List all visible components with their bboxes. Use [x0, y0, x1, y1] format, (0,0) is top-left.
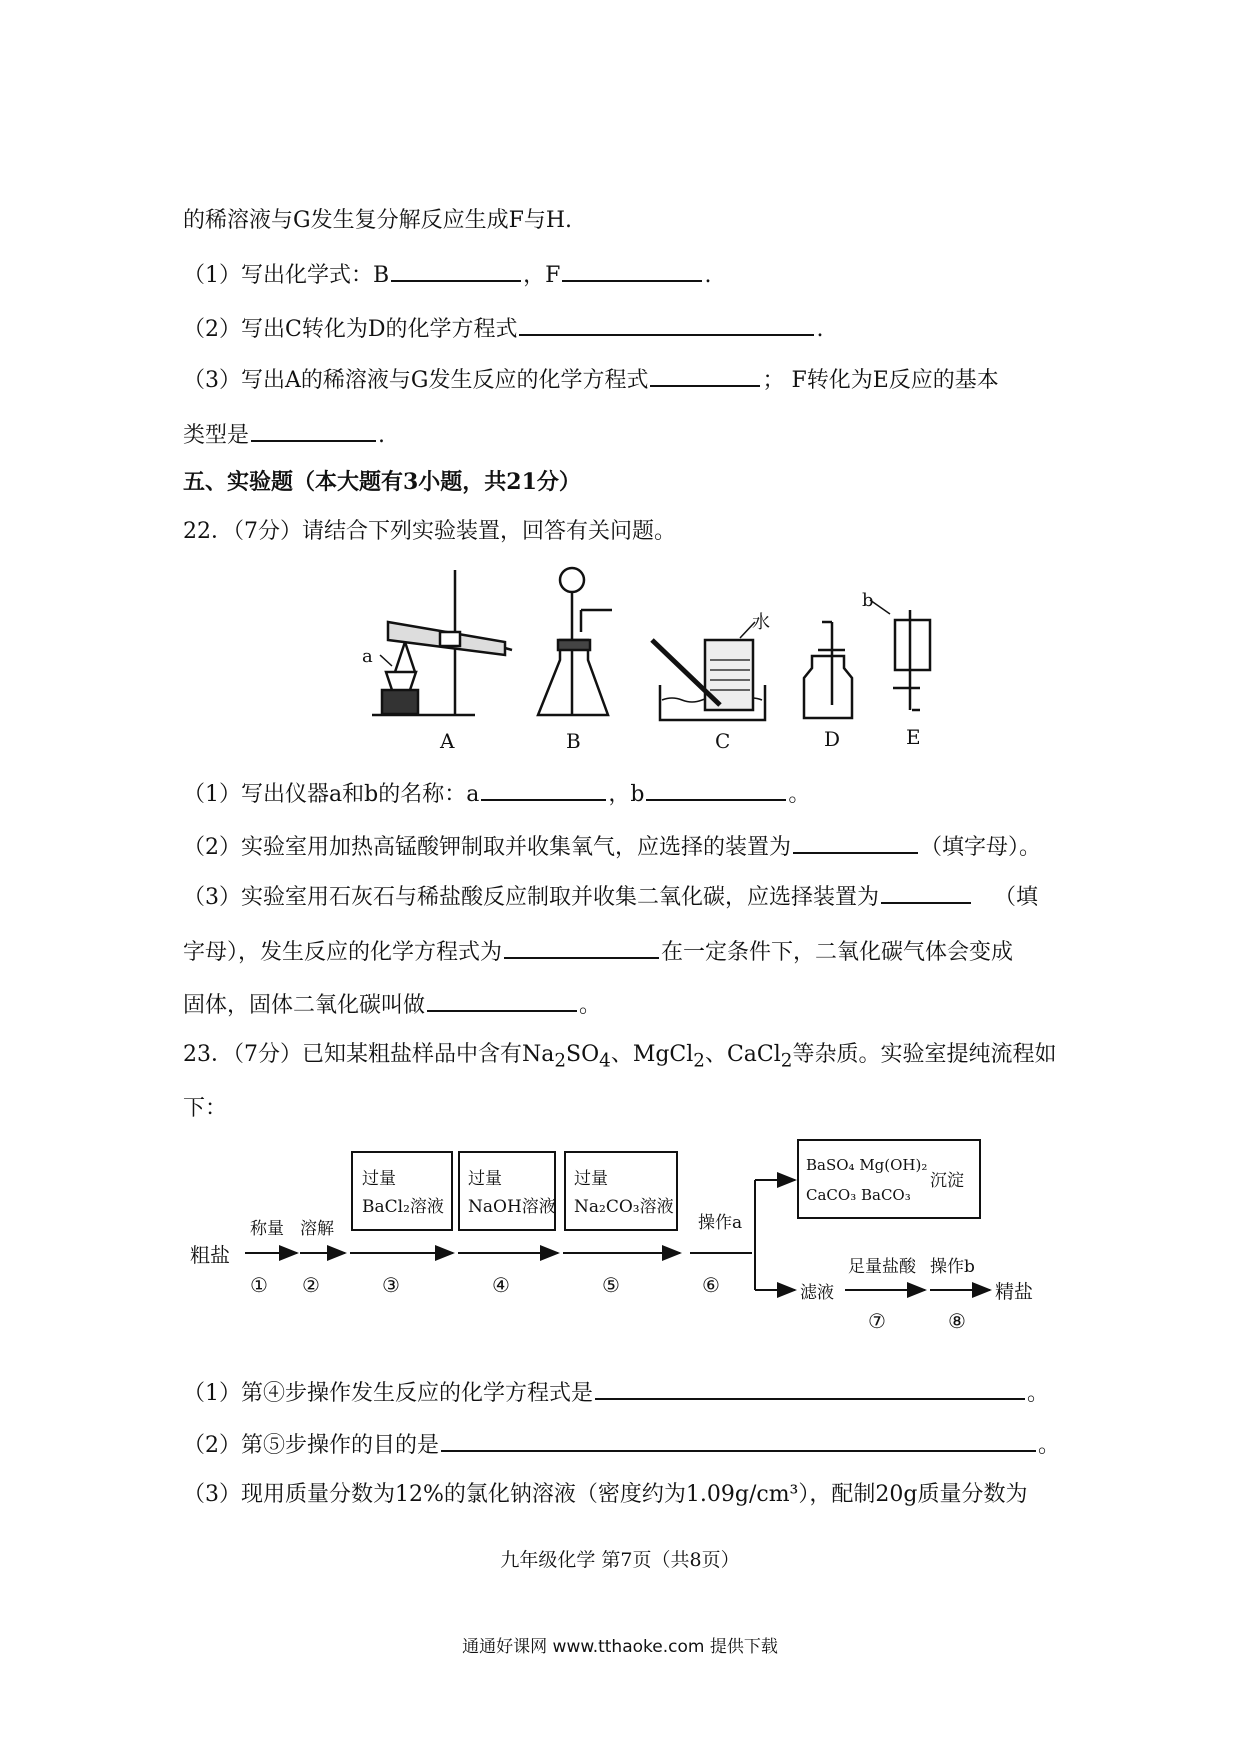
- answer-blank-dry-ice[interactable]: [427, 988, 577, 1012]
- q23-title-e: 等杂质。实验室提纯流程如: [792, 1042, 1057, 1067]
- q22-part2: [183, 830, 1041, 863]
- q22-title: [183, 517, 676, 547]
- label-E: E: [906, 725, 921, 749]
- apparatus-d: [804, 622, 852, 718]
- section-heading: [183, 467, 581, 497]
- q21-intro: [183, 206, 572, 236]
- q21-part3-label-b: ； F转化为E反应的基本: [762, 368, 999, 393]
- q23-part1-label: （1）第④步操作发生反应的化学方程式是: [183, 1381, 593, 1406]
- q21-part3-label-c: 类型是: [183, 423, 250, 448]
- q22-part1: [183, 777, 810, 810]
- period: .: [378, 423, 386, 448]
- period: 。: [1027, 1381, 1050, 1406]
- answer-blank-B[interactable]: [391, 258, 521, 282]
- step-num-1: ①: [250, 1273, 268, 1297]
- page-footer: 九年级化学 第7页（共8页）: [500, 1549, 740, 1571]
- q21-part2-label: （2）写出C转化为D的化学方程式: [183, 317, 518, 342]
- q22-title-text: 22．（7分）请结合下列实验装置，回答有关问题。: [183, 519, 676, 544]
- period: .: [704, 263, 712, 288]
- q22-part3-cont2: [183, 988, 601, 1021]
- answer-blank-b[interactable]: [646, 777, 786, 801]
- flow-op-a: 操作a: [698, 1213, 743, 1233]
- step-num-5: ⑤: [602, 1273, 620, 1297]
- q23-title: 23．（7分）已知某粗盐样品中含有$Na_2SO_4$、MgCl$_2$、CaCl$_2$等杂质。实验室提纯流程如: [183, 1042, 1057, 1072]
- flow-op-b: 操作b: [930, 1257, 975, 1277]
- q22-part2-label: （2）实验室用加热高锰酸钾制取并收集氧气，应选择的装置为: [183, 835, 791, 860]
- label-C: C: [715, 729, 731, 753]
- box4-line1: 过量: [468, 1169, 502, 1189]
- step-num-2: ②: [302, 1273, 320, 1297]
- q23-title-a: 23．（7分）已知某粗盐样品中含有Na: [183, 1042, 555, 1067]
- box3-line1: 过量: [362, 1169, 396, 1189]
- box5-line1: 过量: [574, 1169, 608, 1189]
- q22-part3-label-b: （填: [993, 885, 1038, 910]
- answer-blank-a-with-g[interactable]: [650, 363, 760, 387]
- q23-part2-label: （2）第⑤步操作的目的是: [183, 1433, 439, 1458]
- section-heading-text: 五、实验题（本大题有3小题，共21分）: [183, 469, 581, 495]
- q22-part3-label-c: 字母），发生反应的化学方程式为: [183, 940, 503, 965]
- period: 。: [1038, 1433, 1061, 1458]
- answer-blank-a[interactable]: [481, 777, 606, 801]
- flow-step1: 称量: [250, 1219, 284, 1239]
- ppt-label: 沉淀: [930, 1171, 964, 1191]
- period: 。: [788, 782, 811, 807]
- apparatus-e: [870, 600, 930, 710]
- q21-part2: [183, 312, 823, 345]
- box-naoh: [459, 1152, 555, 1230]
- q23-title-cont: [183, 1094, 227, 1124]
- q22-part1-label: （1）写出仪器a和b的名称：a: [183, 782, 480, 807]
- label-A: A: [440, 729, 455, 753]
- apparatus-b: [538, 568, 612, 715]
- q22-part3-cont: [183, 935, 1013, 968]
- ppt-line2: CaCO₃ BaCO₃: [806, 1186, 911, 1204]
- flow-acid: 足量盐酸: [848, 1257, 916, 1277]
- answer-blank-step5-purpose[interactable]: [441, 1428, 1036, 1452]
- q21-part3: [183, 363, 999, 396]
- q21-part1: [183, 258, 711, 291]
- label-b: b: [862, 590, 874, 611]
- apparatus-c: [652, 622, 765, 720]
- flow-step2: 溶解: [300, 1219, 334, 1239]
- step-num-8: ⑧: [948, 1309, 966, 1333]
- q23-part1: [183, 1376, 1049, 1409]
- q23-title-c: 、MgCl: [610, 1042, 694, 1067]
- q22-part3: [183, 880, 1038, 913]
- label-D: D: [824, 727, 841, 751]
- answer-blank-co2-equation[interactable]: [504, 935, 659, 959]
- box4-line2: NaOH溶液: [468, 1197, 556, 1217]
- box-na2co3: [565, 1152, 677, 1230]
- period: .: [816, 317, 824, 342]
- answer-blank-F[interactable]: [562, 258, 702, 282]
- answer-blank-reaction-type[interactable]: [251, 418, 376, 442]
- answer-blank-oxygen-apparatus[interactable]: [793, 830, 918, 854]
- step-num-3: ③: [382, 1273, 400, 1297]
- answer-blank-step4-equation[interactable]: [595, 1376, 1025, 1400]
- q23-title-d: 、CaCl: [704, 1042, 781, 1067]
- q23-title-f: 下：: [183, 1096, 228, 1121]
- q22-part1-label-b: ，b: [608, 782, 645, 807]
- ppt-line1: BaSO₄ Mg(OH)₂: [806, 1156, 928, 1174]
- label-a: a: [362, 646, 373, 667]
- flow-filtrate: 滤液: [800, 1283, 834, 1303]
- answer-blank-co2-apparatus[interactable]: [881, 880, 971, 904]
- q22-part3-label: （3）实验室用石灰石与稀盐酸反应制取并收集二氧化碳，应选择装置为: [183, 885, 879, 910]
- label-water: 水: [752, 612, 770, 633]
- step-num-6: ⑥: [702, 1273, 720, 1297]
- q23-part2: [183, 1428, 1060, 1461]
- flow-chart: [185, 1135, 1085, 1340]
- box3-line2: BaCl₂溶液: [362, 1197, 444, 1217]
- q21-intro-text: 的稀溶液与G发生复分解反应生成F与H.: [183, 208, 573, 233]
- source-watermark: 通通好课网 www.tthaoke.com 提供下载: [462, 1637, 778, 1657]
- step-num-7: ⑦: [868, 1309, 886, 1333]
- flow-start: 粗盐: [190, 1243, 230, 1267]
- q22-part3-label-e: 固体，固体二氧化碳叫做: [183, 993, 426, 1018]
- q23-part3: [183, 1480, 1027, 1510]
- step-num-4: ④: [492, 1273, 510, 1297]
- q21-part3-cont: [183, 418, 385, 451]
- q22-part2-label-b: （填字母）。: [920, 835, 1042, 860]
- label-B: B: [566, 729, 581, 753]
- q23-part3-text: （3）现用质量分数为12%的氯化钠溶液（密度约为1.09g/cm³），配制20g质量分数为: [183, 1482, 1028, 1507]
- flow-end: 精盐: [995, 1281, 1034, 1303]
- q21-part1-label: （1）写出化学式：B: [183, 263, 390, 288]
- box-bacl2: [352, 1152, 452, 1230]
- q21-part1-label-f: ，F: [523, 263, 561, 288]
- period: 。: [579, 993, 602, 1018]
- q23-title-b: SO: [566, 1042, 600, 1067]
- apparatus-figure: [340, 560, 960, 755]
- q21-part3-label: （3）写出A的稀溶液与G发生反应的化学方程式: [183, 368, 649, 393]
- answer-blank-c-to-d[interactable]: [519, 312, 814, 336]
- apparatus-a: [372, 570, 512, 715]
- q22-part3-label-d: 在一定条件下，二氧化碳气体会变成: [661, 940, 1014, 965]
- box5-line2: Na₂CO₃溶液: [574, 1197, 674, 1217]
